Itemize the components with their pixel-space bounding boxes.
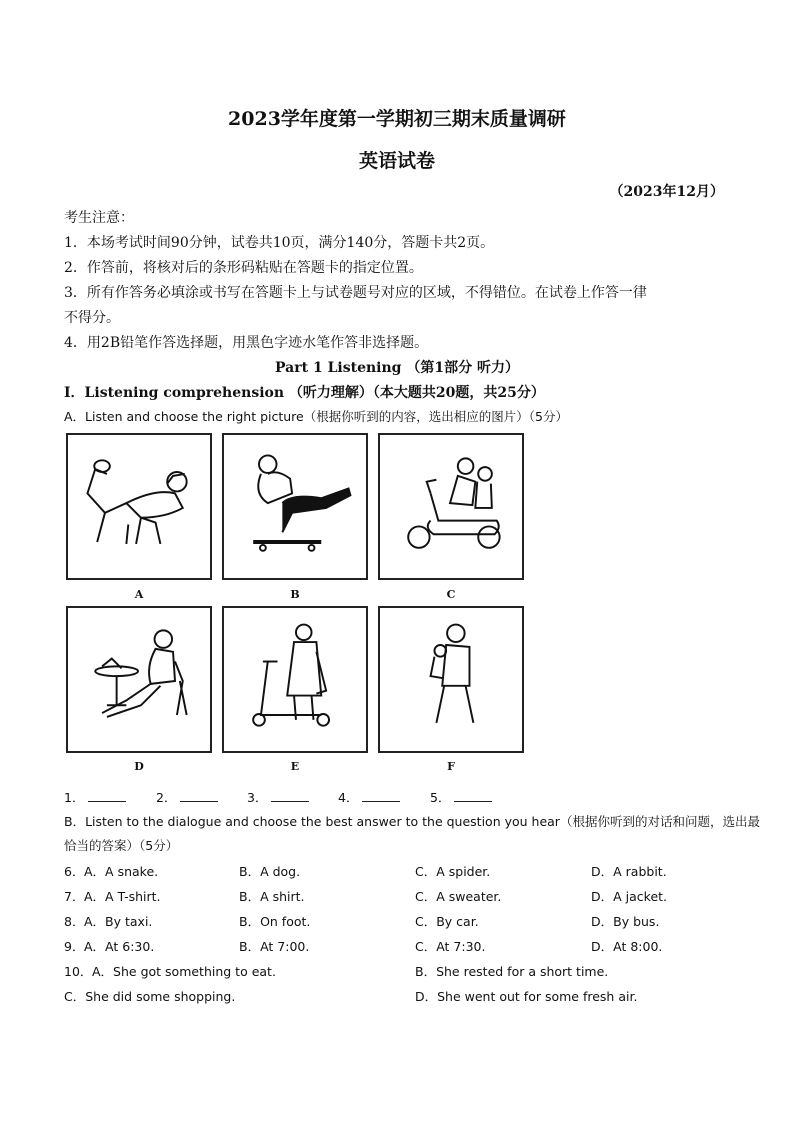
answer-blank-3[interactable] <box>247 788 309 806</box>
exam-date: （2023年12月） <box>609 184 724 200</box>
blank-line[interactable] <box>180 789 218 802</box>
person-kick-scooter-icon <box>224 608 366 751</box>
option-b: B．She rested for a short time. <box>415 964 609 979</box>
answer-blank-5[interactable] <box>430 788 492 806</box>
notes-heading: 考生注意： <box>64 210 134 226</box>
option-d: D．At 8:00. <box>591 939 663 954</box>
blank-line[interactable] <box>454 789 492 802</box>
note-item: 4．用2B铅笔作答选择题，用黑色字迹水笔作答非选择题。 <box>64 335 429 351</box>
blank-number: 4． <box>338 790 359 805</box>
picture-label: B <box>290 588 300 601</box>
option-a: A．At 6:30. <box>84 939 155 954</box>
option-d: D．A rabbit. <box>591 864 667 879</box>
scooter-riders-icon <box>380 435 522 578</box>
section-a-instruction: A．Listen and choose the right picture（根据你听到的内容，选出相应的图片）（5分） <box>64 409 568 424</box>
blank-number: 1． <box>64 790 85 805</box>
answer-blank-1[interactable] <box>64 788 126 806</box>
question-number: 9． <box>64 939 85 954</box>
picture-label: D <box>134 760 144 773</box>
option-b: B．On foot. <box>239 914 311 929</box>
note-item: 2．作答前，将核对后的条形码粘贴在答题卡的指定位置。 <box>64 260 423 276</box>
note-item: 1．本场考试时间90分钟，试卷共10页，满分140分，答题卡共2页。 <box>64 235 495 251</box>
question-number: 8． <box>64 914 85 929</box>
option-d: D．She went out for some fresh air. <box>415 989 638 1004</box>
option-b: B．A shirt. <box>239 889 305 904</box>
question-number: 6． <box>64 864 85 879</box>
question-number: 7． <box>64 889 85 904</box>
page-title: 2023学年度第一学期初三期末质量调研 <box>228 108 566 130</box>
answer-blank-4[interactable] <box>338 788 400 806</box>
option-b: B．At 7:00. <box>239 939 310 954</box>
option-c: C．She did some shopping. <box>64 989 236 1004</box>
option-b: B．A dog. <box>239 864 301 879</box>
picture-label: F <box>447 760 455 773</box>
note-item: 不得分。 <box>64 310 120 326</box>
blank-number: 3． <box>247 790 268 805</box>
picture-b <box>222 433 368 580</box>
question-number: 10． <box>64 964 93 979</box>
picture-label: C <box>446 588 456 601</box>
option-c: C．A sweater. <box>415 889 502 904</box>
picture-d <box>66 606 212 753</box>
section-b-instruction-cont: 恰当的答案）（5分） <box>64 838 179 853</box>
answer-blank-2[interactable] <box>156 788 218 806</box>
option-a: A．She got something to eat. <box>92 964 276 979</box>
section-heading: Ⅰ．Listening comprehension （听力理解）（本大题共20题，共25分） <box>64 385 545 401</box>
option-a: A．A T-shirt. <box>84 889 161 904</box>
blank-line[interactable] <box>88 789 126 802</box>
skateboarder-icon <box>224 435 366 578</box>
section-b-instruction: B．Listen to the dialogue and choose the best answer to the question you hear（根据你听到的对话和问题，选出最 <box>64 814 760 829</box>
option-c: C．At 7:30. <box>415 939 486 954</box>
picture-f <box>378 606 524 753</box>
picture-label: A <box>134 588 144 601</box>
picture-a <box>66 433 212 580</box>
option-c: C．By car. <box>415 914 479 929</box>
option-a: A．By taxi. <box>84 914 153 929</box>
option-d: D．A jacket. <box>591 889 668 904</box>
option-c: C．A spider. <box>415 864 491 879</box>
blank-line[interactable] <box>362 789 400 802</box>
person-laptop-icon <box>68 608 210 751</box>
person-reclining-chair-icon <box>68 435 210 578</box>
note-item: 3．所有作答务必填涂或书写在答题卡上与试卷题号对应的区域，不得错位。在试卷上作答一律 <box>64 285 647 301</box>
blank-line[interactable] <box>271 789 309 802</box>
option-a: A．A snake. <box>84 864 159 879</box>
part1-heading: Part 1 Listening （第1部分 听力） <box>275 360 519 376</box>
option-d: D．By bus. <box>591 914 660 929</box>
picture-e <box>222 606 368 753</box>
picture-c <box>378 433 524 580</box>
picture-label: E <box>290 760 300 773</box>
parent-carrying-child-icon <box>380 608 522 751</box>
blank-number: 5． <box>430 790 451 805</box>
blank-number: 2． <box>156 790 177 805</box>
page-subtitle: 英语试卷 <box>358 150 435 172</box>
